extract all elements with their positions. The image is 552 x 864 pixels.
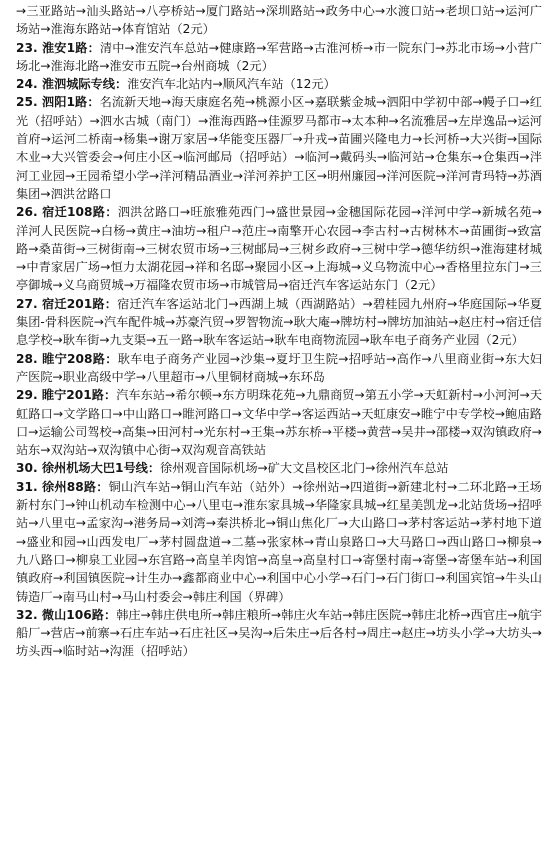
- route-stops: 铜山汽车站→铜山汽车站（站外）→徐州站→四道街→新建北村→二环北路→王场新村东门→钟山机动车检测中心→八里屯→淮东家具城→华隆家具城→红星美凯龙→北站货场→招呼站→八里屯→孟家沟→港务局→刘湾→秦洪桥北→铜山焦化厂→大山路口→茅村客运站→茅村地下道→盛业和园→山西发电厂→茅村圆盘道→二墓→张家林→青山泉路口→大马路口→西山路口→柳泉→九八路口→柳泉工业园→东宫路→高皇羊肉馆→高皇→高皇村口→寄堡村南→寄堡→寄堡车站→利国镇政府→利国镇医院→计生办→鑫都商业中心→利国中心小学→石门→石门街口→利国宾馆→牛头山铸造厂→南马山村→马山村委会→韩庄利国（界碑）: [16, 479, 542, 604]
- route-title: 30. 徐州机场大巴1号线：: [16, 461, 161, 476]
- route-fare: （2元）: [229, 58, 274, 73]
- route-stops: 清中→淮安汽车总站→健康路→军营路→古淮河桥→市一院东门→苏北市场→小营广场北→淮海北路→淮安市五院→台州商城: [16, 40, 542, 73]
- route-stops: 耿车电子商务产业园→沙集→夏圩卫生院→招呼站→高作→八里商业街→东大妇产医院→职业高级中学→八里超市→八里铜材商城→东环岛: [16, 351, 542, 384]
- route-entry-32: [16, 606, 542, 661]
- route-entry-30: [16, 459, 542, 477]
- route-entry-28: [16, 350, 542, 387]
- route-entry-22-continued: [16, 2, 542, 39]
- route-stops: 韩庄→韩庄供电所→韩庄粮所→韩庄火车站→韩庄医院→韩庄北桥→西官庄→航宇船厂→营店→前寨→石庄车站→石庄社区→吴沟→后朱庄→后各村→周庄→赵庄→坊头小学→大坊头→坊头西→临时站→沟涯（招呼站）: [16, 607, 543, 659]
- route-title: 29. 睢宁201路：: [16, 388, 117, 403]
- route-title: 31. 徐州88路：: [16, 479, 109, 494]
- route-fare: （2元）: [170, 22, 215, 37]
- route-title: 27. 宿迁201路：: [16, 296, 118, 311]
- route-stops: 宿迁汽车客运站北门→西湖上城（西湖路站）→碧桂园九州府→华庭国际→华夏集团-骨科医院→汽车配件城→苏豪汽贸→罗智物流→耿大庵→牌坊村→牌坊加油站→赵庄村→宿迁信息学校→耿车街→九支渠→五一路→耿车客运站→耿车电商物流园→耿车电子商务产业园: [16, 296, 542, 348]
- route-entry-25: [16, 93, 542, 203]
- route-stops: 徐州观音国际机场→矿大文昌校区北门→徐州汽车总站: [160, 461, 449, 476]
- route-stops: 淮安汽车北站内→顺风汽车站: [127, 77, 284, 92]
- route-entry-24: [16, 75, 542, 93]
- route-stops: 名流新天地→海天康庭名苑→桃源小区→嘉联紫金城→泗阳中学初中部→幔子口→红光（招呼站）→泗水古城（南门）→淮海西路→佳源罗马都市→太本种→名流雅居→左岸逸品→运河首府→运河二桥南→杨集→谢万家居→华能变压器厂→升戎→苗圃兴隆电力→长河桥→大兴街→国际木业→大兴管委会→何庄小区→临河邮局（招呼站）→临河→戴码头→临河站→仓集东→仓集西→泮河工业园→王园希望小学→洋河精品酒业→洋河养护工区→明州廉园→洋河医院→洋河青玛特→苏酒集团→泗洪岔路口: [16, 95, 542, 201]
- route-entry-23: [16, 39, 542, 76]
- route-title: 32. 微山106路：: [16, 607, 117, 622]
- route-title: 26. 宿迁108路：: [16, 205, 118, 220]
- route-entry-31: [16, 478, 542, 606]
- route-stops: 泗洪岔路口→旺旅雅苑西门→盛世景园→金穗国际花园→洋河中学→新城名苑→洋河人民医院→白杨→黄庄→油坊→租户→范庄→南擎开心农园→李古村→古树林木→苗圃街→致富路→桑苗街→三树街南→三树农贸市场→三树邮局→三树乡政府→三树中学→德华纺织→淮海建材城→中青家居广场→恒力太湖花园→祥和名邸→聚园小区→上海城→义乌物流中心→香格里拉东门→三亭御城→义乌商贸城→万福隆农贸市场→市城管局→宿迁汽车客运站东门: [16, 205, 542, 293]
- route-fare: （12元）: [283, 77, 336, 92]
- route-entry-26: [16, 203, 542, 294]
- route-stops: →三亚路站→汕头路站→八亭桥站→厦门路站→深圳路站→政务中心→水渡口站→老坝口站→运河广场站→淮海东路站→体育馆站: [16, 4, 542, 37]
- route-title: 23. 淮安1路：: [16, 40, 100, 55]
- route-title: 24. 淮泗城际专线：: [16, 77, 128, 92]
- route-stops: 汽车东站→希尔顿→东方明珠花苑→九鼎商贸→第五小学→天虹新村→小河河→天虹路口→文学路口→中山路口→睢河路口→文华中学→客运西站→天虹康安→睢宁中专学校→鲍庙路口→运输公司驾校→高集→田河村→光东村→王集→苏东桥→平楼→黄营→吴井→邵楼→双沟镇政府→站东→双沟站→双沟镇中心街→双沟观音高铁站: [16, 388, 543, 458]
- route-entry-27: [16, 295, 542, 350]
- route-entry-29: [16, 386, 542, 459]
- route-title: 28. 睢宁208路：: [16, 351, 118, 366]
- route-fare: （2元）: [398, 278, 443, 293]
- route-title: 25. 泗阳1路：: [16, 95, 100, 110]
- route-fare: （2元）: [479, 333, 524, 348]
